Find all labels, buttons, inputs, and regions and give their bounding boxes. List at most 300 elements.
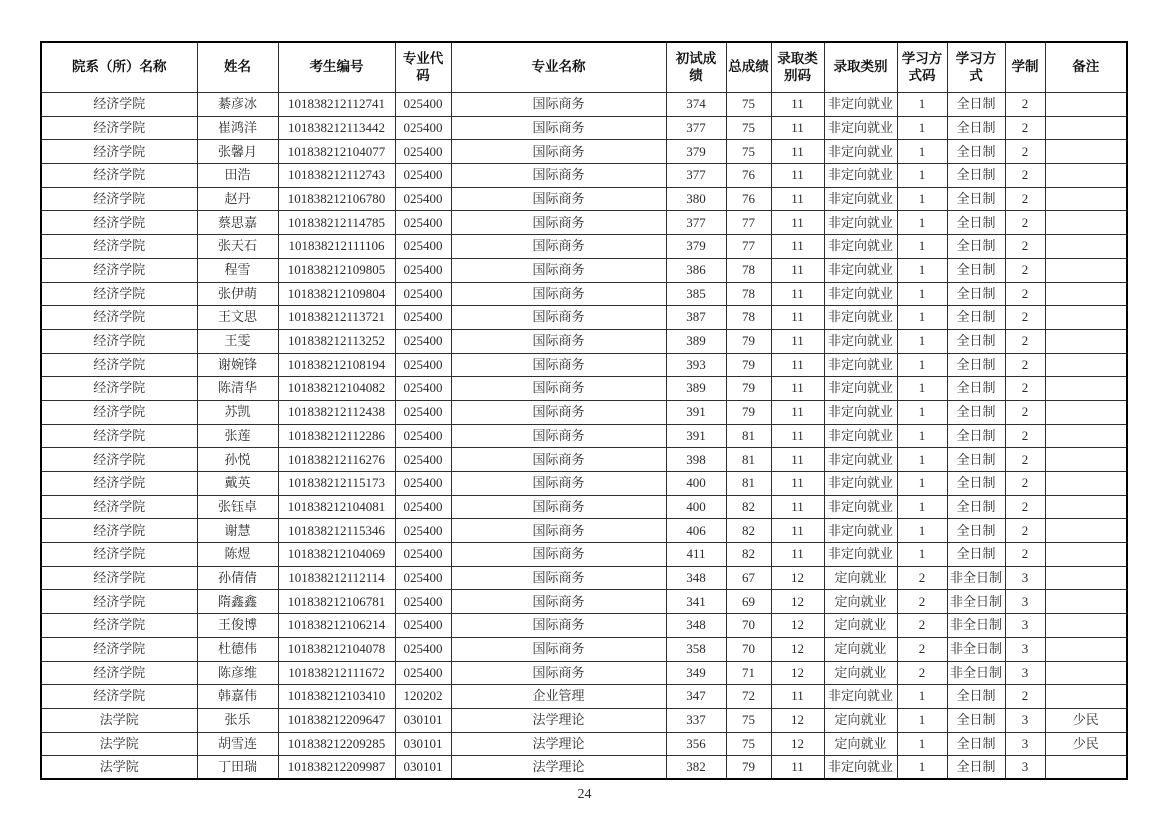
table-cell: 2 <box>1005 424 1045 448</box>
table-cell: 国际商务 <box>451 400 666 424</box>
table-cell: 377 <box>666 164 726 188</box>
table-cell: 2 <box>1005 472 1045 496</box>
table-cell: 杜德伟 <box>197 637 278 661</box>
table-cell: 3 <box>1005 732 1045 756</box>
header-label: 考生编号 <box>309 59 364 75</box>
table-cell: 法学理论 <box>451 732 666 756</box>
table-cell: 101838212114785 <box>278 211 395 235</box>
table-cell: 国际商务 <box>451 566 666 590</box>
table-row <box>41 235 1127 259</box>
table-cell: 张钰卓 <box>197 495 278 519</box>
table-cell: 定向就业 <box>824 637 897 661</box>
table-cell: 1 <box>897 495 947 519</box>
table-cell: 025400 <box>395 590 451 614</box>
table-cell: 1 <box>897 306 947 330</box>
table-cell: 定向就业 <box>824 661 897 685</box>
table-cell: 77 <box>726 211 771 235</box>
table-cell: 1 <box>897 708 947 732</box>
table-cell: 全日制 <box>947 448 1005 472</box>
table-cell: 12 <box>771 708 824 732</box>
table-cell: 3 <box>1005 590 1045 614</box>
table-cell: 11 <box>771 329 824 353</box>
table-row <box>41 566 1127 590</box>
table-cell: 3 <box>1005 614 1045 638</box>
table-cell: 025400 <box>395 258 451 282</box>
table-cell: 025400 <box>395 116 451 140</box>
table-cell: 2 <box>897 661 947 685</box>
table-header-row <box>41 42 1127 93</box>
table-row <box>41 472 1127 496</box>
header-remarks <box>1045 42 1127 93</box>
table-cell: 经济学院 <box>41 187 197 211</box>
table-row <box>41 329 1127 353</box>
table-cell: 78 <box>726 258 771 282</box>
table-cell: 349 <box>666 661 726 685</box>
table-cell: 陈煜 <box>197 543 278 567</box>
table-cell: 非定向就业 <box>824 329 897 353</box>
table-cell: 81 <box>726 448 771 472</box>
table-cell: 411 <box>666 543 726 567</box>
table-cell: 国际商务 <box>451 519 666 543</box>
table-cell: 101838212113442 <box>278 116 395 140</box>
table-cell: 国际商务 <box>451 590 666 614</box>
table-cell: 非定向就业 <box>824 140 897 164</box>
table-cell: 经济学院 <box>41 353 197 377</box>
table-cell: 国际商务 <box>451 661 666 685</box>
table-cell: 2 <box>897 590 947 614</box>
table-cell: 经济学院 <box>41 495 197 519</box>
table-cell: 101838212115346 <box>278 519 395 543</box>
table-cell: 张莲 <box>197 424 278 448</box>
table-cell <box>1045 756 1127 780</box>
table-cell: 11 <box>771 211 824 235</box>
table-cell: 025400 <box>395 661 451 685</box>
table-cell: 79 <box>726 756 771 780</box>
table-cell: 张馨月 <box>197 140 278 164</box>
table-cell: 101838212111672 <box>278 661 395 685</box>
table-cell: 1 <box>897 140 947 164</box>
table-cell <box>1045 211 1127 235</box>
table-cell: 1 <box>897 424 947 448</box>
table-cell: 2 <box>1005 448 1045 472</box>
table-cell: 11 <box>771 258 824 282</box>
table-cell: 2 <box>1005 400 1045 424</box>
table-cell: 非定向就业 <box>824 235 897 259</box>
table-cell: 1 <box>897 93 947 117</box>
table-cell: 1 <box>897 164 947 188</box>
table-row <box>41 377 1127 401</box>
table-row <box>41 306 1127 330</box>
table-cell: 11 <box>771 306 824 330</box>
table-cell: 全日制 <box>947 164 1005 188</box>
table-cell: 79 <box>726 329 771 353</box>
table-cell: 025400 <box>395 377 451 401</box>
table-cell: 国际商务 <box>451 211 666 235</box>
table-cell: 国际商务 <box>451 164 666 188</box>
table-row <box>41 637 1127 661</box>
table-cell: 75 <box>726 140 771 164</box>
header-study-mode-code <box>897 42 947 93</box>
table-cell: 全日制 <box>947 756 1005 780</box>
table-cell: 11 <box>771 495 824 519</box>
table-cell: 75 <box>726 708 771 732</box>
header-label: 姓名 <box>224 59 251 75</box>
table-cell <box>1045 448 1127 472</box>
table-cell: 76 <box>726 187 771 211</box>
table-cell: 经济学院 <box>41 614 197 638</box>
table-cell: 苏凯 <box>197 400 278 424</box>
table-cell: 全日制 <box>947 306 1005 330</box>
table-row <box>41 140 1127 164</box>
table-cell: 337 <box>666 708 726 732</box>
table-cell: 82 <box>726 543 771 567</box>
table-cell: 391 <box>666 400 726 424</box>
table-cell: 12 <box>771 637 824 661</box>
table-cell: 12 <box>771 614 824 638</box>
table-cell: 3 <box>1005 566 1045 590</box>
table-cell: 企业管理 <box>451 685 666 709</box>
header-label: 专业名称 <box>531 59 586 75</box>
table-cell: 1 <box>897 448 947 472</box>
table-cell: 379 <box>666 140 726 164</box>
table-cell <box>1045 614 1127 638</box>
table-cell: 国际商务 <box>451 306 666 330</box>
table-cell: 全日制 <box>947 685 1005 709</box>
table-cell: 82 <box>726 519 771 543</box>
table-cell: 非定向就业 <box>824 306 897 330</box>
table-cell: 2 <box>1005 211 1045 235</box>
table-cell: 78 <box>726 306 771 330</box>
table-cell: 379 <box>666 235 726 259</box>
table-cell: 025400 <box>395 448 451 472</box>
header-major-name <box>451 42 666 93</box>
table-cell: 1 <box>897 187 947 211</box>
table-cell: 经济学院 <box>41 685 197 709</box>
table-cell <box>1045 235 1127 259</box>
table-cell: 382 <box>666 756 726 780</box>
table-cell: 3 <box>1005 756 1045 780</box>
table-cell: 348 <box>666 614 726 638</box>
table-cell: 101838212115173 <box>278 472 395 496</box>
table-cell: 101838212104078 <box>278 637 395 661</box>
table-cell: 2 <box>1005 93 1045 117</box>
table-cell: 韩嘉伟 <box>197 685 278 709</box>
table-cell: 法学理论 <box>451 708 666 732</box>
table-cell: 025400 <box>395 329 451 353</box>
table-cell: 全日制 <box>947 235 1005 259</box>
table-cell: 法学理论 <box>451 756 666 780</box>
table-cell: 非定向就业 <box>824 424 897 448</box>
table-cell: 025400 <box>395 140 451 164</box>
table-cell: 非定向就业 <box>824 116 897 140</box>
table-cell: 025400 <box>395 93 451 117</box>
table-cell: 1 <box>897 685 947 709</box>
table-cell: 78 <box>726 282 771 306</box>
table-cell: 79 <box>726 377 771 401</box>
table-cell: 经济学院 <box>41 211 197 235</box>
table-cell <box>1045 164 1127 188</box>
table-cell: 经济学院 <box>41 235 197 259</box>
table-cell: 全日制 <box>947 495 1005 519</box>
table-cell <box>1045 424 1127 448</box>
header-label: 学制 <box>1011 59 1039 75</box>
header-admission-category-code <box>771 42 824 93</box>
table-cell: 025400 <box>395 400 451 424</box>
table-cell: 12 <box>771 566 824 590</box>
table-cell: 国际商务 <box>451 353 666 377</box>
table-cell: 丁田瑞 <box>197 756 278 780</box>
table-cell: 国际商务 <box>451 258 666 282</box>
table-cell: 389 <box>666 329 726 353</box>
table-row <box>41 353 1127 377</box>
table-cell: 11 <box>771 377 824 401</box>
table-cell: 定向就业 <box>824 566 897 590</box>
table-cell: 2 <box>1005 164 1045 188</box>
table-cell <box>1045 187 1127 211</box>
table-cell: 12 <box>771 661 824 685</box>
table-cell: 79 <box>726 400 771 424</box>
table-cell: 经济学院 <box>41 661 197 685</box>
table-cell: 101838212209987 <box>278 756 395 780</box>
table-cell: 400 <box>666 472 726 496</box>
admission-table <box>40 41 1128 780</box>
table-cell: 025400 <box>395 353 451 377</box>
table-cell: 全日制 <box>947 329 1005 353</box>
table-cell: 经济学院 <box>41 590 197 614</box>
table-cell: 1 <box>897 235 947 259</box>
table-cell: 经济学院 <box>41 93 197 117</box>
table-cell: 谢慧 <box>197 519 278 543</box>
table-cell: 经济学院 <box>41 258 197 282</box>
table-cell: 非定向就业 <box>824 472 897 496</box>
table-cell: 71 <box>726 661 771 685</box>
table-cell: 374 <box>666 93 726 117</box>
table-cell: 经济学院 <box>41 566 197 590</box>
table-cell: 2 <box>1005 306 1045 330</box>
table-cell: 11 <box>771 187 824 211</box>
table-cell: 非定向就业 <box>824 685 897 709</box>
table-cell <box>1045 116 1127 140</box>
table-cell <box>1045 495 1127 519</box>
table-cell: 全日制 <box>947 472 1005 496</box>
table-cell: 全日制 <box>947 140 1005 164</box>
table-cell: 76 <box>726 164 771 188</box>
table-cell: 1 <box>897 732 947 756</box>
table-cell: 定向就业 <box>824 614 897 638</box>
header-initial-score <box>666 42 726 93</box>
header-label: 初试成绩 <box>675 50 717 83</box>
table-cell: 025400 <box>395 566 451 590</box>
table-cell: 非定向就业 <box>824 211 897 235</box>
table-cell: 11 <box>771 685 824 709</box>
table-cell: 经济学院 <box>41 329 197 353</box>
table-cell: 1 <box>897 329 947 353</box>
table-cell: 3 <box>1005 708 1045 732</box>
table-row <box>41 448 1127 472</box>
table-cell: 2 <box>1005 685 1045 709</box>
table-cell: 经济学院 <box>41 377 197 401</box>
table-cell: 王雯 <box>197 329 278 353</box>
table-cell: 101838212103410 <box>278 685 395 709</box>
table-cell: 国际商务 <box>451 472 666 496</box>
table-cell: 国际商务 <box>451 448 666 472</box>
table-cell: 348 <box>666 566 726 590</box>
table-cell: 全日制 <box>947 211 1005 235</box>
table-row <box>41 519 1127 543</box>
table-cell: 101838212113721 <box>278 306 395 330</box>
table-cell: 101838212109804 <box>278 282 395 306</box>
table-cell: 81 <box>726 472 771 496</box>
table-cell: 75 <box>726 93 771 117</box>
table-cell <box>1045 543 1127 567</box>
table-cell: 1 <box>897 472 947 496</box>
table-cell: 国际商务 <box>451 543 666 567</box>
table-cell: 陈彦维 <box>197 661 278 685</box>
table-cell: 经济学院 <box>41 448 197 472</box>
table-cell: 101838212112741 <box>278 93 395 117</box>
table-cell: 孙悦 <box>197 448 278 472</box>
table-cell: 经济学院 <box>41 543 197 567</box>
table-cell: 戴英 <box>197 472 278 496</box>
table-cell: 025400 <box>395 306 451 330</box>
table-cell: 非定向就业 <box>824 258 897 282</box>
table-cell <box>1045 400 1127 424</box>
table-cell: 张天石 <box>197 235 278 259</box>
table-cell: 1 <box>897 377 947 401</box>
header-label: 总成绩 <box>728 59 769 75</box>
table-cell: 2 <box>1005 519 1045 543</box>
table-cell: 1 <box>897 258 947 282</box>
table-cell: 少民 <box>1045 732 1127 756</box>
table-cell: 崔鸿洋 <box>197 116 278 140</box>
table-cell: 全日制 <box>947 187 1005 211</box>
table-cell: 11 <box>771 472 824 496</box>
table-cell: 2 <box>1005 377 1045 401</box>
table-cell: 1 <box>897 543 947 567</box>
table-cell: 2 <box>897 566 947 590</box>
page-number: 24 <box>577 787 592 802</box>
table-row <box>41 590 1127 614</box>
table-cell: 101838212116276 <box>278 448 395 472</box>
table-row <box>41 258 1127 282</box>
table-cell: 王文思 <box>197 306 278 330</box>
table-cell: 国际商务 <box>451 495 666 519</box>
table-cell: 11 <box>771 282 824 306</box>
table-cell: 70 <box>726 614 771 638</box>
table-row <box>41 424 1127 448</box>
table-cell: 1 <box>897 282 947 306</box>
header-label: 学习方式码 <box>901 50 943 83</box>
table-cell: 非定向就业 <box>824 756 897 780</box>
table-cell: 2 <box>1005 258 1045 282</box>
table-cell: 380 <box>666 187 726 211</box>
table-cell: 非定向就业 <box>824 164 897 188</box>
table-cell <box>1045 519 1127 543</box>
table-cell: 11 <box>771 235 824 259</box>
table-cell: 387 <box>666 306 726 330</box>
table-cell: 全日制 <box>947 116 1005 140</box>
table-cell: 69 <box>726 590 771 614</box>
table-cell: 张乐 <box>197 708 278 732</box>
table-cell <box>1045 566 1127 590</box>
table-cell: 经济学院 <box>41 472 197 496</box>
table-cell: 全日制 <box>947 543 1005 567</box>
table-cell: 025400 <box>395 164 451 188</box>
table-cell: 綦彦冰 <box>197 93 278 117</box>
table-cell: 11 <box>771 400 824 424</box>
table-cell <box>1045 306 1127 330</box>
header-department <box>41 42 197 93</box>
table-cell: 389 <box>666 377 726 401</box>
table-row <box>41 164 1127 188</box>
table-cell: 101838212104069 <box>278 543 395 567</box>
table-cell: 胡雪连 <box>197 732 278 756</box>
table-cell: 2 <box>1005 282 1045 306</box>
table-cell: 2 <box>1005 116 1045 140</box>
table-cell: 101838212112114 <box>278 566 395 590</box>
table-cell: 经济学院 <box>41 164 197 188</box>
table-row <box>41 685 1127 709</box>
table-cell: 全日制 <box>947 400 1005 424</box>
table-row <box>41 116 1127 140</box>
header-label: 院系（所）名称 <box>72 59 167 75</box>
table-cell: 347 <box>666 685 726 709</box>
table-cell: 77 <box>726 235 771 259</box>
table-cell: 398 <box>666 448 726 472</box>
table-cell: 101838212104081 <box>278 495 395 519</box>
table-cell: 11 <box>771 164 824 188</box>
table-cell: 3 <box>1005 661 1045 685</box>
table-cell: 79 <box>726 353 771 377</box>
table-cell: 国际商务 <box>451 282 666 306</box>
table-cell: 393 <box>666 353 726 377</box>
table-cell: 经济学院 <box>41 306 197 330</box>
table-cell: 国际商务 <box>451 377 666 401</box>
table-body <box>41 93 1127 780</box>
table-cell: 1 <box>897 400 947 424</box>
table-cell <box>1045 353 1127 377</box>
table-cell: 非定向就业 <box>824 400 897 424</box>
table-cell: 非全日制 <box>947 614 1005 638</box>
table-cell: 少民 <box>1045 708 1127 732</box>
table-cell: 2 <box>1005 329 1045 353</box>
table-cell <box>1045 140 1127 164</box>
header-study-mode <box>947 42 1005 93</box>
table-cell: 101838212104082 <box>278 377 395 401</box>
table-cell: 2 <box>1005 353 1045 377</box>
table-cell <box>1045 472 1127 496</box>
table-row <box>41 187 1127 211</box>
table-row <box>41 282 1127 306</box>
header-label: 备注 <box>1072 59 1100 75</box>
table-cell: 2 <box>1005 187 1045 211</box>
table-cell: 025400 <box>395 235 451 259</box>
table-cell: 国际商务 <box>451 235 666 259</box>
table-cell: 101838212209285 <box>278 732 395 756</box>
header-name <box>197 42 278 93</box>
table-cell: 030101 <box>395 708 451 732</box>
table-cell: 11 <box>771 756 824 780</box>
table-cell: 非定向就业 <box>824 187 897 211</box>
header-label: 专业代码 <box>402 50 444 83</box>
table-cell: 国际商务 <box>451 116 666 140</box>
table-cell: 377 <box>666 211 726 235</box>
table-cell: 全日制 <box>947 708 1005 732</box>
table-cell: 非定向就业 <box>824 377 897 401</box>
table-header <box>41 42 1127 93</box>
table-cell: 孙倩倩 <box>197 566 278 590</box>
table-row <box>41 756 1127 780</box>
